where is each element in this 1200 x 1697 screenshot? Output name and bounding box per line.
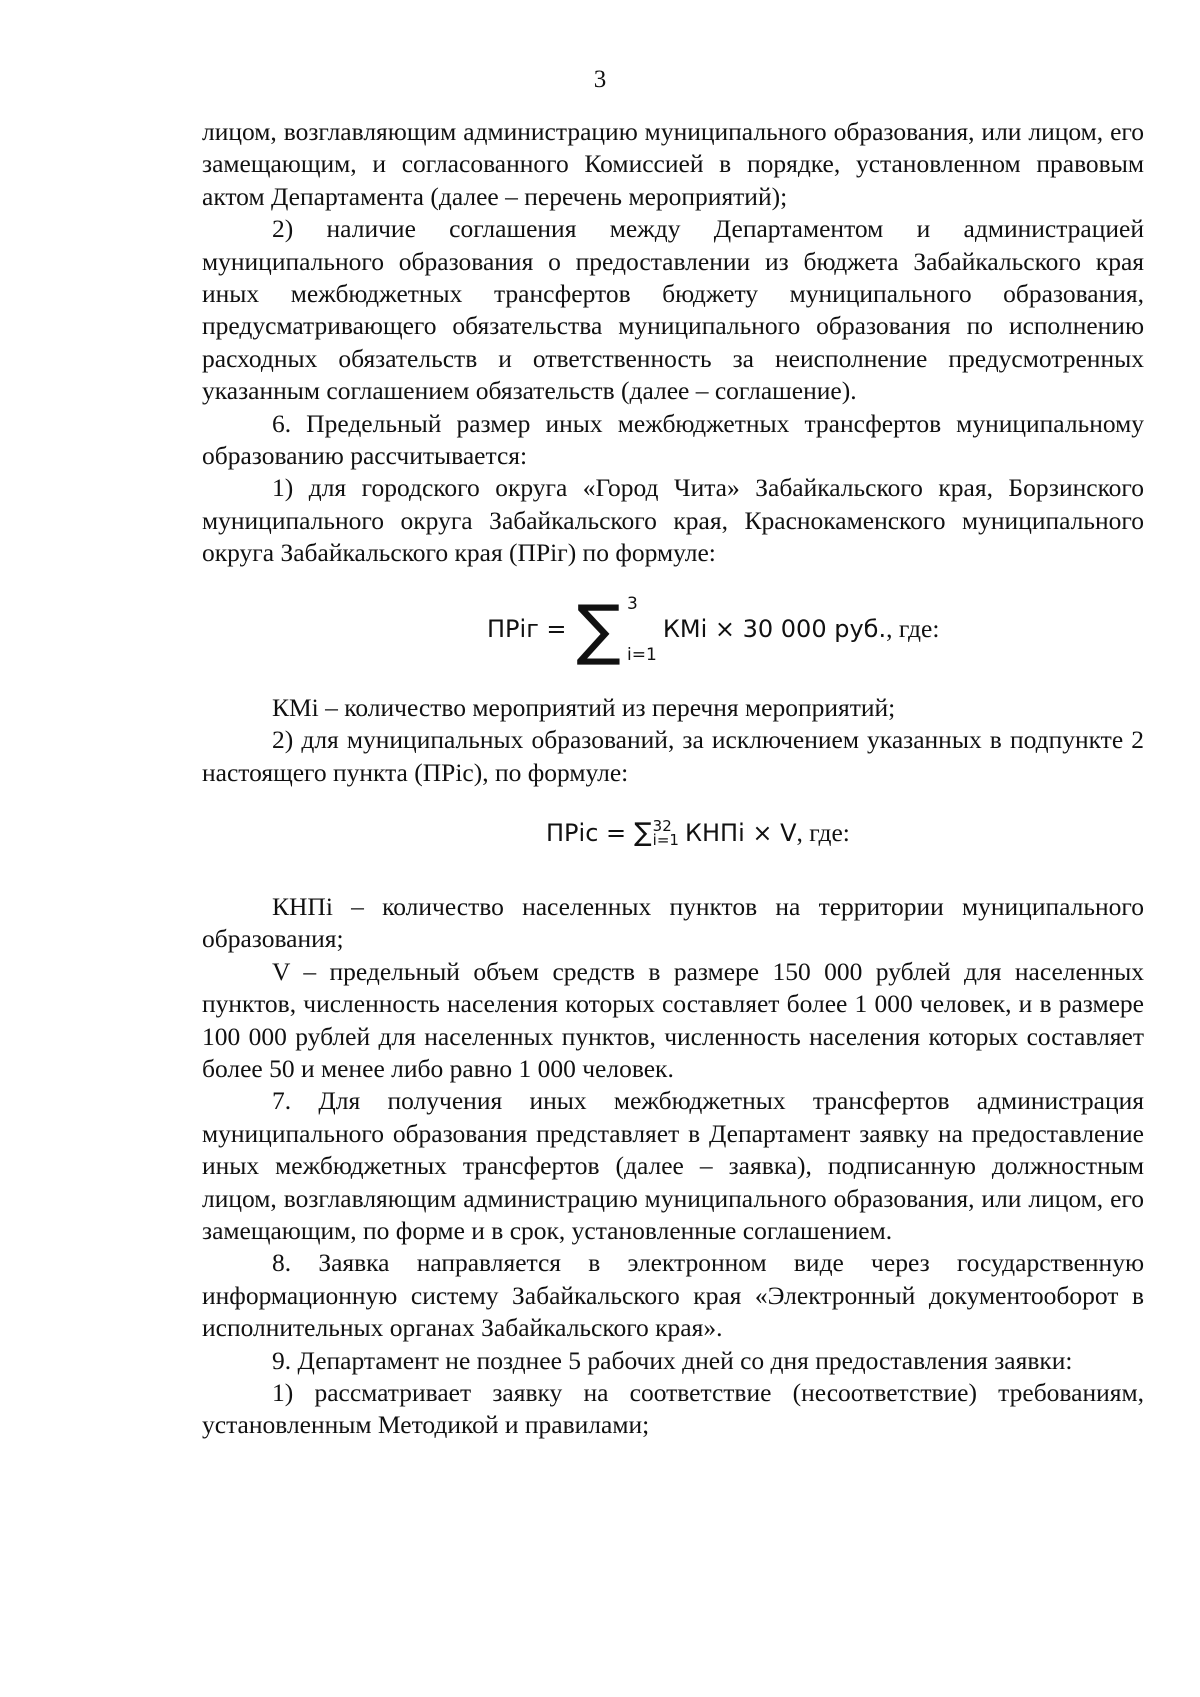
sum-upper-limit: 32 (652, 817, 672, 836)
paragraph-subitem-1: 1) для городского округа «Город Чита» Забайкальского края, Борзинского муниципального округа Забайкальского края, Краснокаменского муниципального округа Забайкальского края (ПРiг) по формуле: (202, 473, 1144, 568)
formula-1-rhs: КМi × 30 000 руб. (662, 615, 887, 644)
paragraph-point-9: 9. Департамент не позднее 5 рабочих дней со дня предоставления заявки: (272, 1345, 1073, 1375)
sum-lower-limit: i=1 (652, 831, 679, 850)
sum-upper-limit: 3 (627, 593, 638, 614)
paragraph-v-definition: V – предельный объем средств в размере 150 000 рублей для населенных пунктов, численность населения которых составляет более 1 000 человек, и в размере 100 000 рублей для населенных пунктов, численность населения которых составляет более 50 и менее либо равно 1 000 человек. (202, 956, 1144, 1083)
page-number: 3 (593, 66, 607, 93)
paragraph-continuation: лицом, возглавляющим администрацию муниципального образования, или лицом, его замещающим, и согласованного Комиссией в порядке, установленном правовым актом Департамента (далее – перечень мероприятий); (202, 117, 1144, 211)
paragraph-knp-definition: КНПi – количество населенных пунктов на территории муниципального образования; (202, 891, 1144, 954)
sum-symbol: ∑ (576, 590, 622, 668)
sum-symbol: ∑ (634, 817, 652, 848)
sum-limits (652, 817, 679, 850)
sum-limits (627, 588, 657, 672)
formula-1-lhs: ПРiг = (487, 615, 567, 644)
formula-pri-g (202, 570, 1144, 680)
paragraph-point-8: 8. Заявка направляется в электронном виде через государственную информационную систему Забайкальского края «Электронный документооборот в исполнительных органах Забайкальского края». (202, 1248, 1144, 1343)
formula-2-lhs: ПРiс = (546, 818, 627, 847)
formula-2-tail: , где: (796, 817, 850, 847)
formula-2-rhs: КНПi × V (684, 818, 797, 847)
paragraph-item-2: 2) наличие соглашения между Департаментом и администрацией муниципального образования о предоставлении из бюджета Забайкальского края иных межбюджетных трансфертов бюджету муниципального образования, предусматривающего обязательства муниципального образования по исполнению расходных обязательств и ответственность за неисполнение предусмотренных указанным соглашением обязательств (далее – соглашение). (202, 214, 1144, 406)
paragraph-subitem-2: 2) для муниципальных образований, за исключением указанных в подпункте 2 настоящего пункта (ПРiс), по формуле: (202, 725, 1144, 787)
sum-lower-limit: i=1 (627, 645, 657, 666)
formula-1-tail: , где: (886, 614, 940, 644)
paragraph-km-definition: КМi – количество мероприятий из перечня мероприятий; (272, 692, 896, 722)
document-body (202, 116, 1144, 1442)
formula-pri-s (202, 789, 1144, 891)
paragraph-point-6: 6. Предельный размер иных межбюджетных трансфертов муниципальному образованию рассчитывается: (202, 408, 1144, 471)
paragraph-point-7: 7. Для получения иных межбюджетных трансфертов администрация муниципального образования представляет в Департамент заявку на предоставление иных межбюджетных трансфертов (далее – заявка), подписанную должностным лицом, возглавляющим администрацию муниципального образования, или лицом, его замещающим, по форме и в срок, установленные соглашением. (202, 1086, 1144, 1245)
paragraph-point-9-subitem-1: 1) рассматривает заявку на соответствие (несоответствие) требованиям, установленным Методикой и правилами; (202, 1378, 1144, 1440)
